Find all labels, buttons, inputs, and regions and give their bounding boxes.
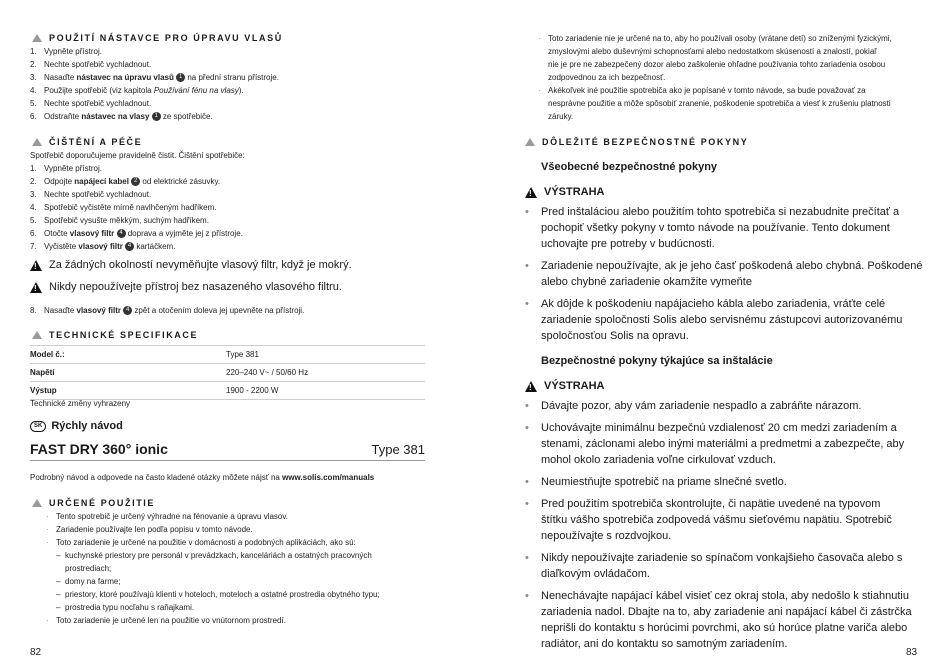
list-text (541, 496, 892, 544)
product-header (30, 441, 425, 461)
line: Toto zariadenie nie je určené na to, aby ho používali osoby (vrátane detí) so zníženými fyzickými, (548, 34, 892, 43)
list-item (525, 398, 945, 414)
part-name: napájecí kabel (74, 177, 129, 186)
triangle-icon (32, 138, 42, 146)
step-text (44, 110, 213, 123)
text: Nechte spotřebič vychladnout. (44, 99, 152, 108)
list-text: Zariadenie používajte len podľa popisu v tomto návode. (56, 525, 253, 534)
table-row (30, 364, 425, 382)
text: Otočte (44, 229, 70, 238)
list-text: Toto zariadenie je určené na použitie v domácnosti a podobných aplikáciách, ako sú: (56, 538, 356, 547)
text: kartáčkem. (134, 242, 176, 251)
list-item (30, 45, 450, 58)
list-text (541, 420, 904, 468)
spec-note: Technické změny vyhrazeny (30, 399, 131, 408)
list-item (525, 474, 945, 490)
list-item (30, 201, 450, 214)
list-item (30, 110, 450, 123)
cleaning-steps (30, 162, 450, 253)
hair-attachment-steps (30, 45, 450, 123)
list-item: · Akékoľvek iné použitie spotrebiča ako je popísané v tomto návode, sa bude považovať za nesprávne použitie a môže spôsobiť zranenie, poškodenie spotrebiča a viesť k zrušeniu platnosti záruky. (538, 86, 891, 121)
list-item: · Toto zariadenie nie je určené na to, aby ho používali osoby (vrátane detí) so zníženými fyzickými, zmyslovými alebo duševnými schopnosťami alebo nedostatkom skúseností a znalostí, pokiaľ nie je pre ne zabezpečený dozor alebo zaškolenie ohľadne používania tohto zariadenia osobou zodpovednou za ich bezpečnosť. (538, 34, 892, 82)
text: ze spotřebiče. (160, 112, 213, 121)
list-item (30, 214, 450, 227)
step-text (44, 84, 244, 97)
line: štítku vášho spotrebiča zodpovedá vášmu sieťovému napätiu. Spotrebič (541, 514, 892, 526)
text: Nasaďte (44, 73, 77, 82)
line: Neumiestňujte spotrebič na priame slnečné svetlo. (541, 476, 787, 488)
sublist (46, 549, 446, 614)
list-text (541, 474, 787, 490)
text: ). (238, 86, 244, 95)
text: Použijte spotřebič (viz kapitola (44, 86, 154, 95)
list-text (548, 32, 892, 84)
line: zodpovednou za ich bezpečnosť. (548, 73, 666, 82)
heading-text: URČENÉ POUŽITIE (49, 498, 156, 508)
warning-heading-2 (525, 380, 605, 392)
text: Vypněte přístroj. (44, 164, 102, 173)
list-item (30, 227, 450, 240)
text: Vyčistěte (44, 242, 79, 251)
bullet: • (525, 206, 529, 218)
warning-no-filter (30, 281, 342, 293)
text: Nasaďte (44, 306, 77, 315)
part-number-icon: 4 (117, 229, 126, 238)
line: Nikdy nepoužívajte zariadenie so spínačom vonkajšieho časovača alebo s (541, 552, 903, 564)
text: Spotřebič vysušte měkkým, suchým hadříkem. (44, 216, 209, 225)
step-text (44, 240, 175, 253)
quick-guide-title (30, 420, 123, 432)
triangle-icon (32, 331, 42, 339)
spec-value: Type 381 (226, 346, 425, 364)
cleaning-step-8 (30, 304, 450, 317)
text: doprava a vyjměte jej z přístroje. (125, 229, 243, 238)
line: Dávajte pozor, aby vám zariadenie nespadlo a zabráňte nárazom. (541, 400, 862, 412)
line: diaľkovým ovládačom. (541, 568, 650, 580)
step-number: 4. (30, 203, 37, 212)
list-text: kuchynské priestory pre personál v prevádzkach, kanceláriách a ostatných pracovných (65, 551, 372, 560)
step-number: 4. (30, 86, 37, 95)
bullet: • (525, 400, 529, 412)
list-item (30, 58, 450, 71)
line: zariadenia nadol. Dbajte na to, aby zariadenie ani napájací kábel či zástrčka (541, 606, 912, 618)
intended-use-list (46, 510, 446, 627)
step-text (44, 71, 279, 84)
list-item: · Toto zariadenie je určené na použitie v domácnosti a podobných aplikáciách, ako sú: (46, 538, 356, 547)
spec-key: Model č.: (30, 346, 226, 364)
list-text: Tento spotrebič je určený výhradne na fénovanie a úpravu vlasov. (56, 512, 288, 521)
list-item: – kuchynské priestory pre personál v prevádzkach, kanceláriách a ostatných pracovných (56, 551, 372, 560)
line: zmyslovými alebo duševnými schopnosťami alebo nedostatkom skúseností a znalostí, pokiaľ (548, 47, 877, 56)
part-number-icon: 4 (125, 242, 134, 251)
warning-text: Za žádných okolností nevyměňujte vlasový filtr, když je mokrý. (49, 259, 352, 271)
section-heading-specs (32, 330, 198, 340)
step-number: 2. (30, 177, 37, 186)
list-item (30, 175, 450, 188)
heading-text: POUŽITÍ NÁSTAVCE PRO ÚPRAVU VLASŮ (49, 33, 283, 43)
bullet: • (525, 590, 529, 602)
warning-label: VÝSTRAHA (544, 380, 605, 392)
part-number-icon: 1 (176, 73, 185, 82)
list-text (541, 550, 902, 582)
list-item (525, 496, 945, 544)
product-name: FAST DRY 360° ionic (30, 441, 168, 457)
warning-icon (30, 260, 42, 271)
bullet: • (525, 476, 529, 488)
step-number: 5. (30, 216, 37, 225)
text: Nechte spotřebič vychladnout. (44, 60, 152, 69)
step-text (44, 227, 243, 240)
line: nie je pre ne zabezpečený dozor alebo zaškolenie ohľadne používania tohto zariadenia osobou (548, 60, 886, 69)
list-text: prostrediach; (65, 564, 112, 573)
list-item (56, 562, 446, 575)
step-text (44, 304, 304, 317)
step-number: 1. (30, 47, 37, 56)
line: alebo chybné zariadenie okamžite vymeňte (541, 276, 752, 288)
step-text (44, 97, 151, 110)
list-item: – priestory, ktoré používajú klienti v hoteloch, moteloch a ostatné prostredia obytného typu; (56, 590, 380, 599)
list-item (525, 258, 945, 290)
list-item (30, 240, 450, 253)
step-text (44, 162, 102, 175)
list-text (548, 84, 891, 123)
line: záruky. (548, 112, 574, 121)
bullet: • (525, 260, 529, 272)
bullet: • (525, 298, 529, 310)
step-number: 5. (30, 99, 37, 108)
line: radiátor, ani do kontaktu so samotným zariadením. (541, 638, 788, 650)
line: nesprávne použitie a môže spôsobiť zranenie, poškodenie spotrebiča a viesť k zrušeniu platnosti (548, 99, 891, 108)
step-text (44, 45, 102, 58)
part-name: vlasový filtr (76, 306, 121, 315)
step-number: 2. (30, 60, 37, 69)
text: Odpojte (44, 177, 75, 186)
part-name: vlasový filtr (69, 229, 115, 238)
line: uchovajte pre potreby v budúcnosti. (541, 238, 715, 250)
spec-key: Výstup (30, 382, 226, 400)
spec-table (30, 345, 425, 400)
list-text: prostredia typu nocľahu s raňajkami. (65, 603, 195, 612)
line: mohol okolo zariadenia voľne cirkulovať vzduch. (541, 454, 776, 466)
step-text (44, 175, 220, 188)
list-item (30, 304, 450, 317)
bullet: • (525, 552, 529, 564)
bullet: • (525, 422, 529, 434)
step-number: 6. (30, 229, 37, 238)
section-heading-intended-use (32, 498, 155, 508)
line: Ak dôjde k poškodeniu napájacieho kábla alebo zariadenia, vráťte celé (541, 298, 886, 310)
spec-value: 220–240 V~ / 50/60 Hz (226, 364, 425, 382)
warning-text: Nikdy nepoužívejte přístroj bez nasazeného vlasového filtru. (49, 281, 342, 293)
list-item (30, 162, 450, 175)
warning-icon (30, 282, 42, 293)
product-type: Type 381 (371, 442, 425, 457)
part-number-icon: 2 (131, 177, 140, 186)
list-item (30, 97, 450, 110)
part-name: nástavec na úpravu vlasů (76, 73, 174, 82)
text: zpět a otočením doleva jej upevněte na přístroji. (132, 306, 305, 315)
step-number: 3. (30, 73, 37, 82)
list-item: · Zariadenie používajte len podľa popisu v tomto návode. (46, 525, 253, 534)
list-item (30, 71, 450, 84)
warning-heading (525, 186, 605, 198)
list-item (30, 188, 450, 201)
part-number-icon: 1 (152, 112, 161, 121)
step-text (44, 201, 217, 214)
line: zariadenie spoločnosti Solis alebo servisnému zástupcovi autorizovanému (541, 314, 903, 326)
chapter-ref: Používání fénu na vlasy (153, 86, 239, 95)
line: Uchovávajte minimálnu bezpečnú vzdialenosť 20 cm medzi zariadením a (541, 422, 897, 434)
general-safety-list (525, 204, 945, 350)
heading-text: TECHNICKÉ SPECIFIKACE (49, 330, 199, 340)
text: na přední stranu přístroje. (185, 73, 279, 82)
line: spoločnosťou Solis na opravu. (541, 330, 689, 342)
list-text (541, 204, 899, 252)
list-item (525, 550, 945, 582)
triangle-icon (32, 499, 42, 507)
list-text (541, 258, 922, 290)
page-number: 83 (906, 647, 918, 658)
step-text (44, 58, 151, 71)
part-number-icon: 4 (123, 306, 132, 315)
intended-use-continued (538, 32, 938, 123)
line: Nenechávajte napájací kábel visieť cez okraj stola, aby nedošlo k stiahnutiu (541, 590, 909, 602)
list-item (525, 420, 945, 468)
list-item: · Toto zariadenie je určené len na použitie vo vnútornom prostredí. (46, 616, 286, 625)
table-row (30, 346, 425, 364)
subheading-general: Všeobecné bezpečnostné pokyny (541, 161, 718, 173)
text: Spotřebič vyčistěte mírně navlhčeným hadříkem. (44, 203, 217, 212)
section-heading-cleaning (32, 137, 142, 147)
list-item (525, 204, 945, 252)
list-item: – domy na farme; (56, 577, 121, 586)
right-page (475, 0, 950, 660)
line: Pred inštaláciou alebo použitím tohto spotrebiča si nezabudnite prečítať a (541, 206, 900, 218)
cleaning-intro: Spotřebič doporučujeme pravidelně čistit. Čištění spotřebiče: (30, 151, 245, 160)
line: Akékoľvek iné použitie spotrebiča ako je popísané v tomto návode, sa bude považovať za (548, 86, 866, 95)
list-item (525, 296, 945, 344)
warning-wet-filter (30, 259, 352, 271)
list-item (525, 588, 945, 652)
text: Odstraňte (44, 112, 82, 121)
step-number: 1. (30, 164, 37, 173)
line: neprišli do kontaktu s horúcimi povrchmi, ako sú horúce platne variča alebo (541, 622, 908, 634)
list-text (541, 398, 861, 414)
part-name: vlasový filtr (78, 242, 123, 251)
part-name: nástavec na vlasy (81, 112, 150, 121)
section-heading-hair-attachment (32, 33, 283, 43)
language-badge: SK (30, 421, 46, 432)
line: nepoužívajte s rozdvojkou. (541, 530, 672, 542)
list-item: – prostredia typu nocľahu s raňajkami. (56, 603, 195, 612)
warning-icon (525, 187, 537, 198)
text: od elektrické zásuvky. (140, 177, 221, 186)
step-text (44, 188, 151, 201)
list-text: Toto zariadenie je určené len na použitie vo vnútornom prostredí. (56, 616, 286, 625)
page-number: 82 (30, 647, 42, 658)
line: stenami, záclonami alebo inými materiálmi a predmetmi a zabezpečte, aby (541, 438, 905, 450)
manual-url[interactable]: www.solis.com/manuals (282, 473, 375, 482)
line: Pred použitím spotrebiča skontrolujte, či napätie uvedené na typovom (541, 498, 881, 510)
installation-safety-list (525, 398, 945, 652)
warning-icon (525, 381, 537, 392)
line: Zariadenie nepoužívajte, ak je jeho časť poškodená alebo chybná. Poškodené (541, 260, 923, 272)
text: Vypněte přístroj. (44, 47, 102, 56)
step-number: 7. (30, 242, 37, 251)
subheading-installation: Bezpečnostné pokyny týkajúce sa inštalácie (541, 355, 773, 367)
list-text: domy na farme; (65, 577, 121, 586)
step-number: 6. (30, 112, 37, 121)
spec-value: 1900 - 2200 W (226, 382, 425, 400)
manual-link-text (30, 471, 374, 484)
step-text (44, 214, 209, 227)
section-heading-safety (525, 137, 748, 147)
quick-guide-label: Rýchly návod (51, 420, 123, 432)
heading-text: DÔLEŽITÉ BEZPEČNOSTNÉ POKYNY (542, 137, 749, 147)
step-number: 3. (30, 190, 37, 199)
manual-text: Podrobný návod a odpovede na často kladené otázky môžete nájsť na (30, 473, 283, 482)
step-number: 8. (30, 306, 37, 315)
triangle-icon (32, 34, 42, 42)
warning-label: VÝSTRAHA (544, 186, 605, 198)
heading-text: ČIŠTĚNÍ A PÉČE (49, 137, 143, 147)
list-item (30, 84, 450, 97)
list-text: priestory, ktoré používajú klienti v hoteloch, moteloch a ostatné prostredia obytného typu; (65, 590, 380, 599)
list-item: · Tento spotrebič je určený výhradne na fénovanie a úpravu vlasov. (46, 512, 288, 521)
list-text (541, 588, 912, 652)
bullet: • (525, 498, 529, 510)
spec-key: Napětí (30, 364, 226, 382)
line: pochopiť všetky pokyny v tomto návode na používanie. Tento dokument (541, 222, 890, 234)
triangle-icon (525, 138, 535, 146)
list-text (541, 296, 902, 344)
text: Nechte spotřebič vychladnout. (44, 190, 152, 199)
